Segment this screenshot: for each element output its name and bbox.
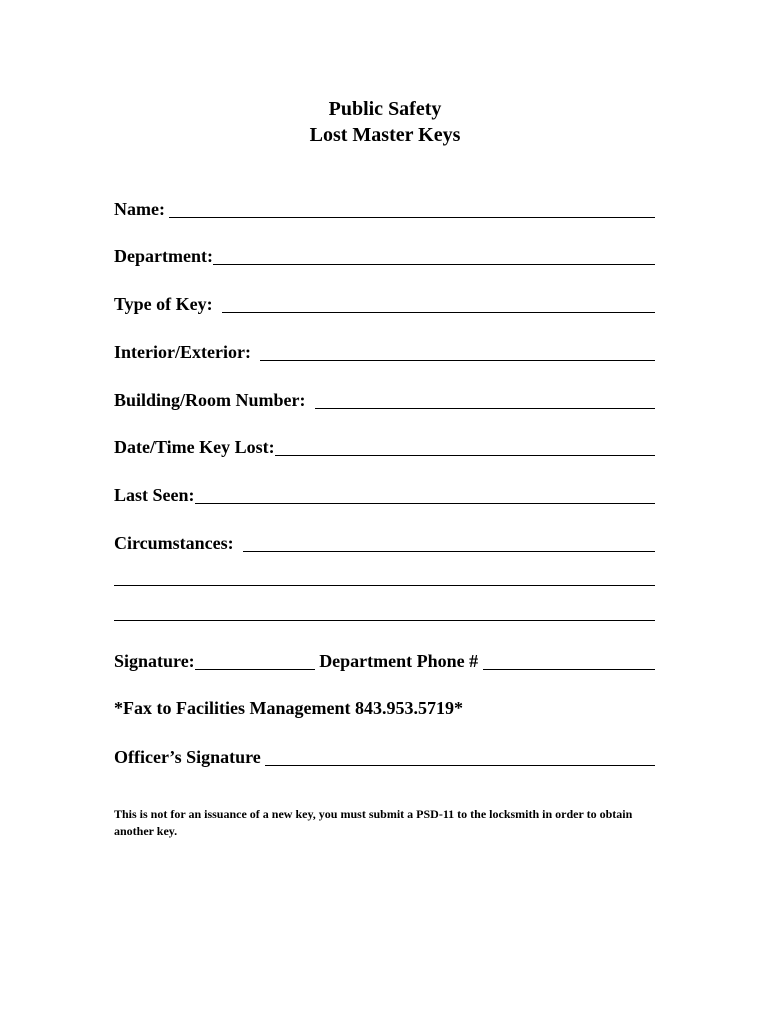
name-field[interactable] bbox=[114, 196, 655, 220]
department-field[interactable] bbox=[114, 243, 655, 267]
interior-exterior-label: Interior/Exterior: bbox=[114, 342, 260, 362]
circumstances-input-line[interactable] bbox=[243, 533, 655, 552]
interior-exterior-input-line[interactable] bbox=[260, 342, 655, 361]
circumstances-continuation-line-1[interactable] bbox=[114, 585, 655, 586]
circumstances-label: Circumstances: bbox=[114, 533, 243, 553]
signature-input-line[interactable] bbox=[195, 651, 315, 670]
page-title: Public Safety bbox=[328, 98, 442, 120]
building-room-label: Building/Room Number: bbox=[114, 390, 315, 410]
date-time-field[interactable] bbox=[114, 434, 655, 458]
last-seen-field[interactable] bbox=[114, 482, 655, 506]
type-of-key-field[interactable] bbox=[114, 291, 655, 315]
officer-signature-field[interactable] bbox=[114, 744, 655, 768]
signature-phone-row bbox=[114, 648, 655, 672]
officer-signature-label: Officer’s Signature bbox=[114, 747, 266, 767]
type-of-key-input-line[interactable] bbox=[222, 294, 655, 313]
last-seen-input-line[interactable] bbox=[195, 485, 656, 504]
circumstances-field[interactable] bbox=[114, 530, 655, 554]
department-phone-label: Department Phone # bbox=[314, 651, 483, 671]
department-phone-input-line[interactable] bbox=[483, 651, 655, 670]
fax-note: *Fax to Facilities Management 843.953.5719* bbox=[114, 698, 463, 718]
last-seen-label: Last Seen: bbox=[114, 485, 195, 505]
date-time-input-line[interactable] bbox=[275, 437, 655, 456]
department-input-line[interactable] bbox=[213, 246, 655, 265]
building-room-field[interactable] bbox=[114, 387, 655, 411]
interior-exterior-field[interactable] bbox=[114, 339, 655, 363]
name-input-line[interactable] bbox=[169, 199, 655, 218]
officer-signature-input-line[interactable] bbox=[265, 747, 655, 766]
name-label: Name: bbox=[114, 199, 170, 219]
circumstances-continuation-line-2[interactable] bbox=[114, 620, 655, 621]
date-time-label: Date/Time Key Lost: bbox=[114, 437, 275, 457]
footer-note: This is not for an issuance of a new key, you must submit a PSD-11 to the locksmith in order to obtain another key. bbox=[114, 807, 633, 838]
department-label: Department: bbox=[114, 246, 213, 266]
building-room-input-line[interactable] bbox=[315, 390, 655, 409]
signature-label: Signature: bbox=[114, 651, 195, 671]
page-subtitle: Lost Master Keys bbox=[309, 124, 461, 146]
type-of-key-label: Type of Key: bbox=[114, 294, 222, 314]
